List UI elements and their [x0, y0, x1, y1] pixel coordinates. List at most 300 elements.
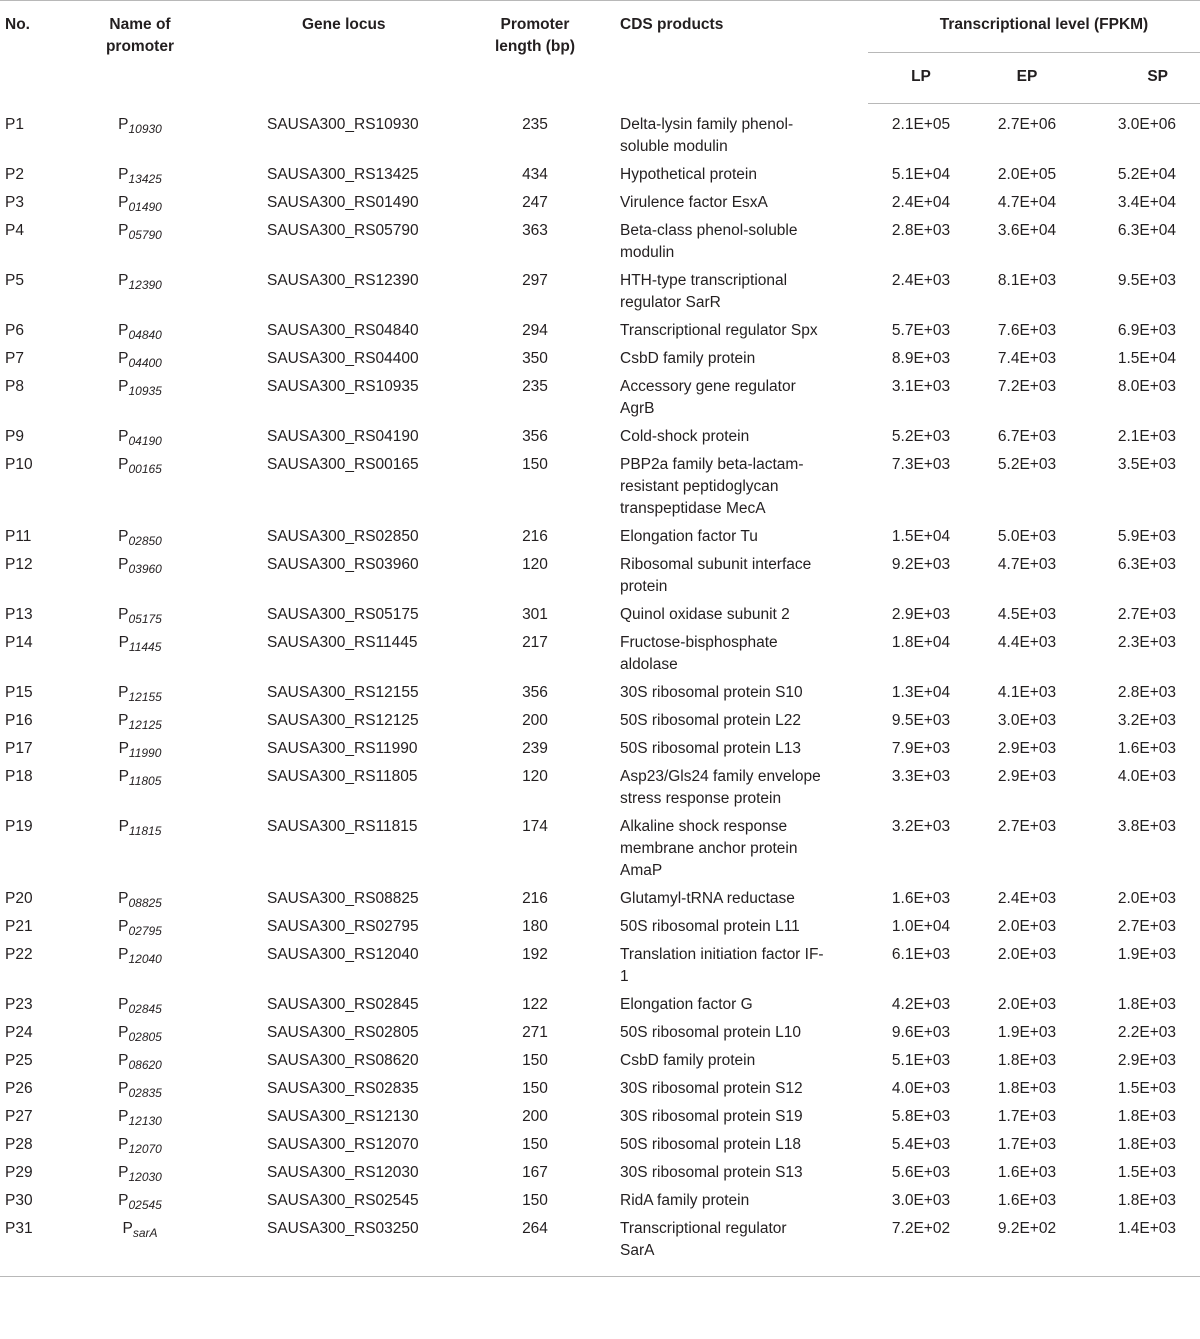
cell-promoter-name: [60, 991, 220, 1019]
cell-cds-product: [620, 423, 868, 451]
cell-gene-locus: SAUSA300_RS05175: [267, 605, 419, 623]
promoter-prefix: P: [118, 115, 129, 133]
cell-gene-locus: SAUSA300_RS08825: [267, 889, 419, 907]
promoter-symbol: [118, 426, 162, 448]
cell-lp: 2.4E+04: [891, 193, 951, 211]
cell-gene-locus: SAUSA300_RS02795: [267, 917, 419, 935]
promoter-subscript: 11445: [128, 639, 162, 654]
table-row: [0, 991, 1200, 1019]
cell-promoter-name: [60, 267, 220, 317]
cell-no: P22: [5, 945, 33, 963]
cell-promoter-name: [60, 1075, 220, 1103]
cds-product-text: Elongation factor G: [620, 995, 753, 1013]
promoter-subscript: 13425: [128, 171, 162, 186]
cell-no: P27: [5, 1107, 33, 1125]
promoter-subscript: 04190: [128, 433, 162, 448]
cell-sp: 2.2E+03: [1117, 1023, 1177, 1041]
promoter-symbol: [118, 1190, 162, 1212]
promoter-subscript: 02845: [128, 1001, 162, 1016]
cell-gene-locus: SAUSA300_RS02545: [267, 1191, 419, 1209]
cell-promoter-length: 150: [522, 1135, 548, 1153]
cell-gene-locus: SAUSA300_RS12390: [267, 271, 419, 289]
promoter-prefix: P: [118, 711, 129, 729]
promoter-symbol: [118, 1134, 162, 1156]
promoter-symbol: [119, 816, 162, 838]
cell-lp: 2.1E+05: [891, 116, 951, 133]
cell-promoter-name: [60, 679, 220, 707]
promoter-prefix: P: [118, 527, 129, 545]
table-row: [0, 1075, 1200, 1103]
promoter-prefix: P: [118, 889, 129, 907]
cell-ep: 5.0E+03: [997, 527, 1057, 545]
cell-promoter-length: 200: [522, 1107, 548, 1125]
cell-gene-locus: SAUSA300_RS13425: [267, 165, 419, 183]
cell-ep: 1.8E+03: [997, 1079, 1057, 1097]
cell-cds-product: [620, 735, 868, 763]
cell-lp: 9.2E+03: [891, 555, 951, 573]
cds-product-text: Ribosomal subunit interface protein: [620, 555, 812, 595]
cell-lp: 1.8E+04: [891, 633, 951, 651]
promoter-subscript: 08825: [128, 895, 162, 910]
cell-cds-product: [620, 189, 868, 217]
cell-promoter-length: 150: [522, 1191, 548, 1209]
cell-ep: 1.9E+03: [997, 1023, 1057, 1041]
cds-product-text: Alkaline shock response membrane anchor protein AmaP: [620, 817, 798, 879]
cell-lp: 1.5E+04: [891, 527, 951, 545]
promoter-subscript: 12030: [128, 1169, 162, 1184]
cell-promoter-length: 180: [522, 917, 548, 935]
cell-promoter-name: [60, 601, 220, 629]
promoter-symbol: [118, 1106, 162, 1128]
cell-cds-product: [620, 217, 868, 267]
cell-cds-product: [620, 763, 868, 813]
header-ep: EP: [974, 53, 1080, 104]
cell-cds-product: [620, 1103, 868, 1131]
cds-product-text: 50S ribosomal protein L18: [620, 1135, 801, 1153]
promoter-subscript: 10935: [128, 383, 162, 398]
promoter-subscript: 02850: [128, 533, 162, 548]
cell-ep: 4.7E+03: [997, 555, 1057, 573]
cell-gene-locus: SAUSA300_RS00165: [267, 455, 419, 473]
cell-promoter-length: 216: [522, 527, 548, 545]
cell-lp: 1.0E+04: [891, 917, 951, 935]
cell-lp: 3.1E+03: [891, 377, 951, 395]
cell-lp: 6.1E+03: [891, 945, 951, 963]
cell-ep: 2.0E+03: [997, 995, 1057, 1013]
cell-lp: 3.2E+03: [891, 817, 951, 835]
cell-no: P14: [5, 633, 33, 651]
cell-no: P28: [5, 1135, 33, 1153]
cds-product-text: 30S ribosomal protein S19: [620, 1107, 803, 1125]
cell-promoter-name: [60, 629, 220, 679]
table-row: [0, 1019, 1200, 1047]
header-no: No.: [0, 1, 60, 104]
promoter-subscript: 05175: [128, 611, 162, 626]
cell-no: P8: [5, 377, 24, 395]
cell-lp: 2.9E+03: [891, 605, 951, 623]
cds-product-text: Transcriptional regulator SarA: [620, 1219, 787, 1259]
cell-sp: 9.5E+03: [1117, 271, 1177, 289]
cell-ep: 1.8E+03: [997, 1051, 1057, 1069]
promoter-prefix: P: [118, 1107, 129, 1125]
promoter-subscript: 11815: [128, 823, 162, 838]
cell-promoter-name: [60, 1047, 220, 1075]
cell-sp: 2.0E+03: [1117, 889, 1177, 907]
cell-promoter-length: 200: [522, 711, 548, 729]
cds-product-text: 50S ribosomal protein L10: [620, 1023, 801, 1041]
table-header: [0, 1, 1200, 104]
cds-product-text: HTH-type transcriptional regulator SarR: [620, 271, 788, 311]
cell-gene-locus: SAUSA300_RS03960: [267, 555, 419, 573]
cell-sp: 1.8E+03: [1117, 1135, 1177, 1153]
cell-promoter-name: [60, 1131, 220, 1159]
cds-product-text: 50S ribosomal protein L22: [620, 711, 801, 729]
cell-ep: 2.7E+03: [997, 817, 1057, 835]
cell-promoter-length: 247: [522, 193, 548, 211]
cell-ep: 9.2E+02: [974, 1215, 1080, 1277]
cell-no: P15: [5, 683, 33, 701]
cell-promoter-name: [60, 551, 220, 601]
header-sp: SP: [1080, 53, 1200, 104]
cell-ep: 2.0E+03: [997, 917, 1057, 935]
cds-product-text: Transcriptional regulator Spx: [620, 321, 818, 339]
cell-cds-product: [620, 707, 868, 735]
promoter-subscript: sarA: [132, 1225, 158, 1240]
promoter-subscript: 04400: [128, 355, 162, 370]
cell-promoter-name: [60, 373, 220, 423]
promoter-symbol: [118, 682, 162, 704]
cell-no: P17: [5, 739, 33, 757]
table-row: [0, 345, 1200, 373]
cell-sp: 2.3E+03: [1117, 633, 1177, 651]
promoter-subscript: 02835: [128, 1085, 162, 1100]
cell-gene-locus: SAUSA300_RS05790: [267, 221, 419, 239]
table-row: [0, 601, 1200, 629]
cell-no: P24: [5, 1023, 33, 1041]
promoter-subscript: 03960: [128, 561, 162, 576]
cell-sp: 6.3E+04: [1117, 221, 1177, 239]
cell-sp: 3.8E+03: [1117, 817, 1177, 835]
cell-gene-locus: SAUSA300_RS12155: [267, 683, 419, 701]
promoter-prefix: P: [118, 1023, 129, 1041]
cds-product-text: RidA family protein: [620, 1191, 750, 1209]
cell-sp: 1.5E+03: [1117, 1079, 1177, 1097]
table-row: [0, 1047, 1200, 1075]
cell-promoter-length: 174: [522, 817, 548, 835]
promoter-symbol: [119, 632, 162, 654]
promoter-symbol: [118, 348, 162, 370]
promoter-prefix: P: [118, 349, 129, 367]
cell-ep: 2.0E+05: [997, 165, 1057, 183]
promoter-symbol: [118, 320, 162, 342]
cds-product-text: Accessory gene regulator AgrB: [620, 377, 796, 417]
cell-ep: 3.0E+03: [997, 711, 1057, 729]
promoter-subscript: 04840: [128, 327, 162, 342]
promoter-subscript: 01490: [128, 199, 162, 214]
cds-product-text: Elongation factor Tu: [620, 527, 758, 545]
cell-promoter-name: [60, 941, 220, 991]
cell-lp: 5.1E+03: [891, 1051, 951, 1069]
cell-lp: 3.0E+03: [891, 1191, 951, 1209]
promoter-symbol: [118, 944, 162, 966]
header-cds-products: CDS products: [620, 1, 868, 104]
promoter-symbol: [118, 1162, 162, 1184]
cell-no: P25: [5, 1051, 33, 1069]
cell-gene-locus: SAUSA300_RS01490: [267, 193, 419, 211]
cds-product-text: Translation initiation factor IF-1: [620, 945, 824, 985]
cell-gene-locus: SAUSA300_RS03250: [220, 1215, 450, 1277]
cell-sp: 1.4E+03: [1080, 1215, 1200, 1277]
cell-lp: 3.3E+03: [891, 767, 951, 785]
cell-no: P11: [5, 527, 32, 545]
promoter-subscript: 11990: [128, 745, 162, 760]
cell-gene-locus: SAUSA300_RS11445: [267, 633, 418, 651]
cell-sp: 3.0E+06: [1117, 116, 1177, 133]
cell-cds-product: [620, 161, 868, 189]
cell-gene-locus: SAUSA300_RS04190: [267, 427, 419, 445]
cell-cds-product: [620, 1075, 868, 1103]
promoter-symbol: [122, 1218, 157, 1240]
header-promoter-name-text: Name of promoter: [105, 16, 175, 55]
promoter-prefix: P: [118, 945, 129, 963]
cell-promoter-length: 297: [522, 271, 548, 289]
cell-gene-locus: SAUSA300_RS08620: [267, 1051, 419, 1069]
cell-promoter-name: [60, 763, 220, 813]
cell-ep: 6.7E+03: [997, 427, 1057, 445]
cell-cds-product: [620, 1187, 868, 1215]
cell-no: P30: [5, 1191, 33, 1209]
cell-no: P29: [5, 1163, 33, 1181]
promoter-symbol: [118, 192, 162, 214]
cell-no: P12: [5, 555, 33, 573]
cell-sp: 1.6E+03: [1117, 739, 1177, 757]
cell-sp: 1.8E+03: [1117, 1107, 1177, 1125]
table-row: [0, 523, 1200, 551]
table-row: [0, 104, 1200, 161]
cell-cds-product: [620, 551, 868, 601]
cell-promoter-length: 350: [522, 349, 548, 367]
table-row: [0, 735, 1200, 763]
cell-lp: 5.2E+03: [891, 427, 951, 445]
cell-ep: 1.7E+03: [997, 1107, 1057, 1125]
promoter-symbol: [118, 376, 162, 398]
cell-cds-product: [620, 679, 868, 707]
cell-sp: 2.8E+03: [1117, 683, 1177, 701]
cds-product-text: Fructose-bisphosphate aldolase: [620, 633, 778, 673]
cell-promoter-length: 150: [522, 455, 548, 473]
cell-cds-product: [620, 1047, 868, 1075]
cell-gene-locus: SAUSA300_RS02805: [267, 1023, 419, 1041]
cell-lp: 7.2E+02: [868, 1215, 974, 1277]
table-row: [0, 161, 1200, 189]
promoter-prefix: P: [118, 427, 129, 445]
promoter-subscript: 12040: [128, 951, 162, 966]
cds-product-text: Asp23/Gls24 family envelope stress response protein: [620, 767, 821, 807]
promoter-symbol: [118, 454, 162, 476]
promoter-symbol: [118, 220, 162, 242]
cell-no: P7: [5, 349, 24, 367]
cell-lp: 8.9E+03: [891, 349, 951, 367]
cds-product-text: Beta-class phenol-soluble modulin: [620, 221, 798, 261]
cell-promoter-length: 150: [522, 1051, 548, 1069]
cell-lp: 5.7E+03: [891, 321, 951, 339]
cell-gene-locus: SAUSA300_RS11815: [267, 817, 418, 835]
cell-cds-product: [620, 1019, 868, 1047]
cell-gene-locus: SAUSA300_RS02850: [267, 527, 419, 545]
cell-promoter-length: 434: [522, 165, 548, 183]
table-row: [0, 913, 1200, 941]
cell-ep: 4.1E+03: [997, 683, 1057, 701]
cell-cds-product: [620, 1159, 868, 1187]
table-row: [0, 885, 1200, 913]
cell-no: P23: [5, 995, 33, 1013]
cell-promoter-length: 216: [522, 889, 548, 907]
cell-promoter-name: [60, 345, 220, 373]
promoter-symbol: [118, 916, 162, 938]
cell-promoter-name: [60, 217, 220, 267]
cds-product-text: 30S ribosomal protein S12: [620, 1079, 803, 1097]
cell-promoter-name: [60, 451, 220, 523]
cell-no: P20: [5, 889, 33, 907]
cell-promoter-length: 167: [522, 1163, 548, 1181]
promoter-symbol: [118, 270, 162, 292]
cell-promoter-length: 217: [522, 633, 548, 651]
table-row: [0, 1159, 1200, 1187]
cell-no: P31: [0, 1215, 60, 1277]
table-row: [0, 679, 1200, 707]
cell-no: P3: [5, 193, 24, 211]
promoter-prefix: P: [118, 555, 129, 573]
cell-sp: 1.8E+03: [1117, 995, 1177, 1013]
cell-no: P6: [5, 321, 24, 339]
cell-no: P5: [5, 271, 24, 289]
cds-product-text: 50S ribosomal protein L11: [620, 917, 800, 935]
cell-cds-product: [620, 1131, 868, 1159]
promoter-subscript: 02805: [128, 1029, 162, 1044]
promoter-prefix: P: [118, 1051, 129, 1069]
cell-sp: 1.5E+03: [1117, 1163, 1177, 1181]
header-gene-locus: Gene locus: [220, 1, 450, 104]
cell-gene-locus: SAUSA300_RS02835: [267, 1079, 419, 1097]
promoter-prefix: P: [122, 1219, 133, 1237]
cell-ep: 1.6E+03: [997, 1191, 1057, 1209]
cell-ep: 2.9E+03: [997, 767, 1057, 785]
cell-promoter-name: [60, 913, 220, 941]
cell-promoter-name: [60, 1019, 220, 1047]
table-row: [0, 451, 1200, 523]
cell-promoter-length: 150: [522, 1079, 548, 1097]
cell-no: P2: [5, 165, 24, 183]
cell-ep: 8.1E+03: [997, 271, 1057, 289]
promoter-prefix: P: [118, 165, 129, 183]
cell-ep: 7.2E+03: [997, 377, 1057, 395]
header-promoter-length-text: Promoter length (bp): [494, 16, 576, 55]
promoter-subscript: 10930: [128, 121, 162, 136]
promoter-subscript: 02545: [128, 1197, 162, 1212]
cell-cds-product: [620, 991, 868, 1019]
cell-promoter-length: 301: [522, 605, 548, 623]
promoter-symbol: [118, 1078, 162, 1100]
cell-ep: 1.6E+03: [997, 1163, 1057, 1181]
cell-lp: 1.6E+03: [891, 889, 951, 907]
cell-cds-product: [620, 941, 868, 991]
cell-gene-locus: SAUSA300_RS10930: [267, 115, 419, 133]
cell-sp: 2.1E+03: [1117, 427, 1177, 445]
table-row: [0, 763, 1200, 813]
cell-sp: 2.9E+03: [1117, 1051, 1177, 1069]
cell-sp: 8.0E+03: [1117, 377, 1177, 395]
cell-promoter-name: [60, 885, 220, 913]
cds-product-text: Glutamyl-tRNA reductase: [620, 889, 795, 907]
promoter-symbol: [118, 710, 162, 732]
promoter-symbol: [118, 888, 162, 910]
cell-no: P9: [5, 427, 24, 445]
cell-promoter-length: 356: [522, 683, 548, 701]
promoter-prefix: P: [118, 739, 129, 757]
cell-gene-locus: SAUSA300_RS04400: [267, 349, 419, 367]
table-row: [0, 1131, 1200, 1159]
promoter-subscript: 02795: [128, 923, 162, 938]
cell-promoter-name: [60, 1159, 220, 1187]
table-row: [0, 941, 1200, 991]
table-row: [0, 707, 1200, 735]
cell-ep: 7.6E+03: [997, 321, 1057, 339]
cell-sp: 3.5E+03: [1117, 455, 1177, 473]
cell-ep: 4.4E+03: [997, 633, 1057, 651]
cell-sp: 1.9E+03: [1117, 945, 1177, 963]
cell-ep: 1.7E+03: [997, 1135, 1057, 1153]
promoter-prefix: P: [118, 321, 129, 339]
cell-cds-product: [620, 104, 868, 161]
promoter-subscript: 12125: [128, 717, 162, 732]
cell-no: P18: [5, 767, 33, 785]
promoter-subscript: 12390: [128, 277, 162, 292]
table-row: [0, 373, 1200, 423]
promoter-prefix: P: [118, 767, 129, 785]
promoter-prefix: P: [118, 193, 129, 211]
cell-promoter-length: 122: [522, 995, 548, 1013]
cell-lp: 5.6E+03: [891, 1163, 951, 1181]
cell-promoter-name: [60, 1215, 220, 1277]
cell-lp: 5.8E+03: [891, 1107, 951, 1125]
table-row: [0, 629, 1200, 679]
cell-promoter-name: [60, 1103, 220, 1131]
cell-cds-product: [620, 813, 868, 885]
cds-product-text: 50S ribosomal protein L13: [620, 739, 801, 757]
promoter-symbol: [118, 526, 162, 548]
promoter-symbol: [119, 766, 162, 788]
table-row: [0, 217, 1200, 267]
cell-lp: 2.8E+03: [891, 221, 951, 239]
promoter-prefix: P: [118, 1191, 129, 1209]
promoter-prefix: P: [118, 995, 129, 1013]
cds-product-text: PBP2a family beta-lactam-resistant peptidoglycan transpeptidase MecA: [620, 455, 804, 517]
cell-promoter-length: 235: [522, 377, 548, 395]
promoter-symbol: [118, 1022, 162, 1044]
cds-product-text: Quinol oxidase subunit 2: [620, 605, 790, 623]
cell-cds-product: [620, 451, 868, 523]
cell-lp: 5.1E+04: [891, 165, 951, 183]
promoter-prefix: P: [118, 1135, 129, 1153]
promoter-subscript: 08620: [128, 1057, 162, 1072]
cell-lp: 5.4E+03: [891, 1135, 951, 1153]
cell-ep: 5.2E+03: [997, 455, 1057, 473]
cell-cds-product: [620, 523, 868, 551]
table-row: [0, 1103, 1200, 1131]
cell-ep: 4.5E+03: [997, 605, 1057, 623]
cell-gene-locus: SAUSA300_RS02845: [267, 995, 419, 1013]
cell-no: P21: [5, 917, 33, 935]
